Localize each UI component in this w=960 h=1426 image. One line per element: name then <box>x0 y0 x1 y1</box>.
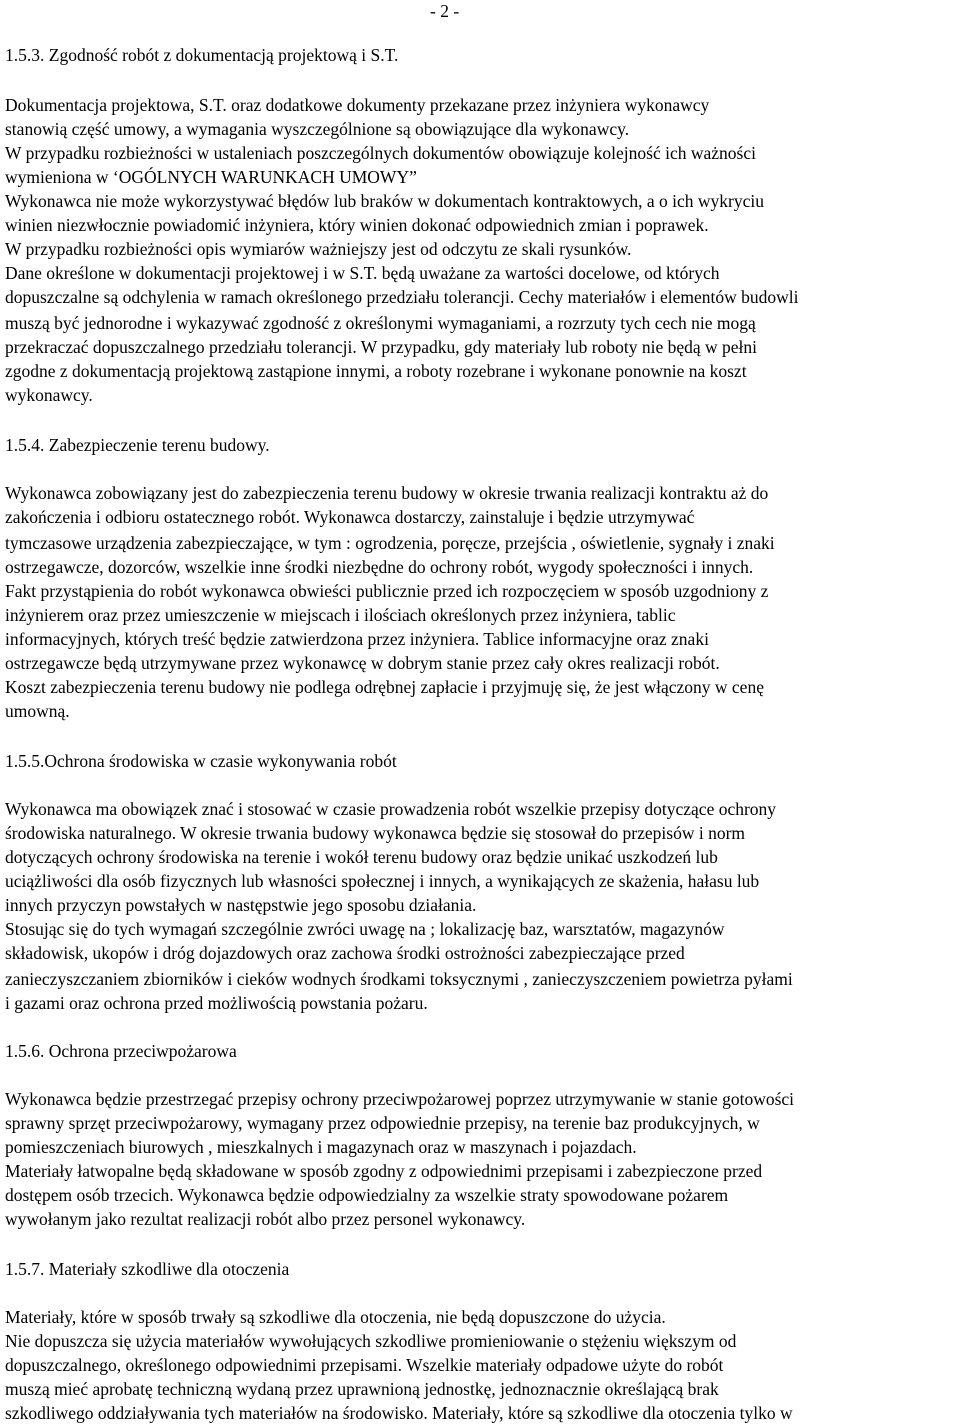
paragraph-line: winien niezwłocznie powiadomić inżyniera, który winien dokonać odpowiednich zmian i poprawek. <box>5 215 709 235</box>
paragraph-line: Stosując się do tych wymagań szczególnie zwróci uwagę na ; lokalizację baz, warsztatów, magazynów <box>5 919 725 939</box>
paragraph-line: Fakt przystąpienia do robót wykonawca obwieści publicznie przed ich rozpoczęciem w sposób uzgodniony z <box>5 581 769 601</box>
paragraph-line: dotyczących ochrony środowiska na terenie i wokół terenu budowy oraz będzie unikać uszkodzeń lub <box>5 847 718 867</box>
paragraph-line: Dane określone w dokumentacji projektowej i w S.T. będą uważane za wartości docelowe, od których <box>5 263 720 283</box>
paragraph-line: dopuszczalne są odchylenia w ramach określonego przedziału tolerancji. Cechy materiałów i elementów budowli <box>5 287 799 307</box>
paragraph-line: ostrzegawcze, dozorców, wszelkie inne środki niezbędne do ochrony robót, wygody społeczności i innych. <box>5 557 754 577</box>
paragraph-line: ostrzegawcze będą utrzymywane przez wykonawcę w dobrym stanie przez cały okres realizacji robót. <box>5 653 720 673</box>
paragraph-line: innych przyczyn powstałych w następstwie jego sposobu działania. <box>5 895 477 915</box>
section-heading: 1.5.5.Ochrona środowiska w czasie wykonywania robót <box>5 751 397 771</box>
section-heading: 1.5.7. Materiały szkodliwe dla otoczenia <box>5 1259 290 1279</box>
paragraph-line: umowną. <box>5 701 70 721</box>
paragraph-line: Koszt zabezpieczenia terenu budowy nie podlega odrębnej zapłacie i przyjmuję się, że jest włączony w cenę <box>5 677 764 697</box>
section-heading: 1.5.4. Zabezpieczenie terenu budowy. <box>5 435 270 455</box>
paragraph-line: Materiały, które w sposób trwały są szkodliwe dla otoczenia, nie będą dopuszczone do użycia. <box>5 1307 666 1327</box>
paragraph-line: Materiały łatwopalne będą składowane w sposób zgodny z odpowiednimi przepisami i zabezpieczone przed <box>5 1161 763 1181</box>
paragraph-line: Nie dopuszcza się użycia materiałów wywołujących szkodliwe promieniowanie o stężeniu większym od <box>5 1331 737 1351</box>
paragraph-line: uciążliwości dla osób fizycznych lub własności społecznej i innych, a wynikających ze skażenia, hałasu lub <box>5 871 760 891</box>
paragraph-line: W przypadku rozbieżności w ustaleniach poszczególnych dokumentów obowiązuje kolejność ich ważności <box>5 143 756 163</box>
paragraph-line: inżynierem oraz przez umieszczenie w miejscach i ilościach określonych przez inżyniera, tablic <box>5 605 676 625</box>
paragraph-line: stanowią część umowy, a wymagania wyszczególnione są obowiązujące dla wykonawcy. <box>5 119 630 139</box>
paragraph-line: sprawny sprzęt przeciwpożarowy, wymagany przez odpowiednie przepisy, na terenie baz produkcyjnych, w <box>5 1113 760 1133</box>
paragraph-line: Wykonawca nie może wykorzystywać błędów lub braków w dokumentach kontraktowych, a o ich wykryciu <box>5 191 765 211</box>
paragraph-line: szkodliwego oddziaływania tych materiałów na środowisko. Materiały, które są szkodliwe dla otoczenia tylko w <box>5 1403 793 1423</box>
paragraph-line: Wykonawca ma obowiązek znać i stosować w czasie prowadzenia robót wszelkie przepisy dotyczące ochrony <box>5 799 777 819</box>
section-heading: 1.5.6. Ochrona przeciwpożarowa <box>5 1041 237 1061</box>
paragraph-line: zanieczyszczaniem zbiorników i cieków wodnych środkami toksycznymi , zanieczyszczeniem powietrza pyłami <box>5 969 793 989</box>
paragraph-line: W przypadku rozbieżności opis wymiarów ważniejszy jest od odczytu ze skali rysunków. <box>5 239 632 259</box>
paragraph-line: Wykonawca zobowiązany jest do zabezpieczenia terenu budowy w okresie trwania realizacji kontraktu aż do <box>5 483 769 503</box>
paragraph-line: dopuszczalnego, określonego odpowiednimi przepisami. Wszelkie materiały odpadowe użyte do robót <box>5 1355 724 1375</box>
paragraph-line: składowisk, ukopów i dróg dojazdowych oraz zachowa środki ostrożności zabezpieczające przed <box>5 943 685 963</box>
section-heading: 1.5.3. Zgodność robót z dokumentacją projektową i S.T. <box>5 45 399 65</box>
paragraph-line: zakończenia i odbioru ostatecznego robót. Wykonawca dostarczy, zainstaluje i będzie utrzymywać <box>5 507 695 527</box>
paragraph-line: dostępem osób trzecich. Wykonawca będzie odpowiedzialny za wszelkie straty spowodowane pożarem <box>5 1185 729 1205</box>
paragraph-line: pomieszczeniach biurowych , mieszkalnych i magazynach oraz w maszynach i pojazdach. <box>5 1137 637 1157</box>
paragraph-line: informacyjnych, których treść będzie zatwierdzona przez inżyniera. Tablice informacyjne oraz znaki <box>5 629 709 649</box>
paragraph-line: muszą być jednorodne i wykazywać zgodność z określonymi wymaganiami, a rozrzuty tych cech nie mogą <box>5 313 756 333</box>
paragraph-line: Wykonawca będzie przestrzegać przepisy ochrony przeciwpożarowej poprzez utrzymywanie w stanie gotowości <box>5 1089 795 1109</box>
paragraph-line: wykonawcy. <box>5 385 93 405</box>
paragraph-line: Dokumentacja projektowa, S.T. oraz dodatkowe dokumenty przekazane przez inżyniera wykonawcy <box>5 95 710 115</box>
paragraph-line: wymieniona w ‘OGÓLNYCH WARUNKACH UMOWY” <box>5 167 417 187</box>
paragraph-line: i gazami oraz ochrona przed możliwością powstania pożaru. <box>5 993 428 1013</box>
paragraph-line: środowiska naturalnego. W okresie trwania budowy wykonawca będzie się stosował do przepisów i norm <box>5 823 746 843</box>
paragraph-line: wywołanym jako rezultat realizacji robót albo przez personel wykonawcy. <box>5 1209 526 1229</box>
paragraph-line: tymczasowe urządzenia zabezpieczające, w tym : ogrodzenia, poręcze, przejścia , oświetlenie, sygnały i znaki <box>5 533 775 553</box>
paragraph-line: przekraczać dopuszczalnego przedziału tolerancji. W przypadku, gdy materiały lub roboty nie będą w pełni <box>5 337 758 357</box>
paragraph-line: muszą mieć aprobatę techniczną wydaną przez uprawnioną jednostkę, jednoznacznie określającą brak <box>5 1379 719 1399</box>
page-number: - 2 - <box>430 1 460 21</box>
paragraph-line: zgodne z dokumentacją projektową zastąpione innymi, a roboty rozebrane i wykonane ponownie na koszt <box>5 361 747 381</box>
